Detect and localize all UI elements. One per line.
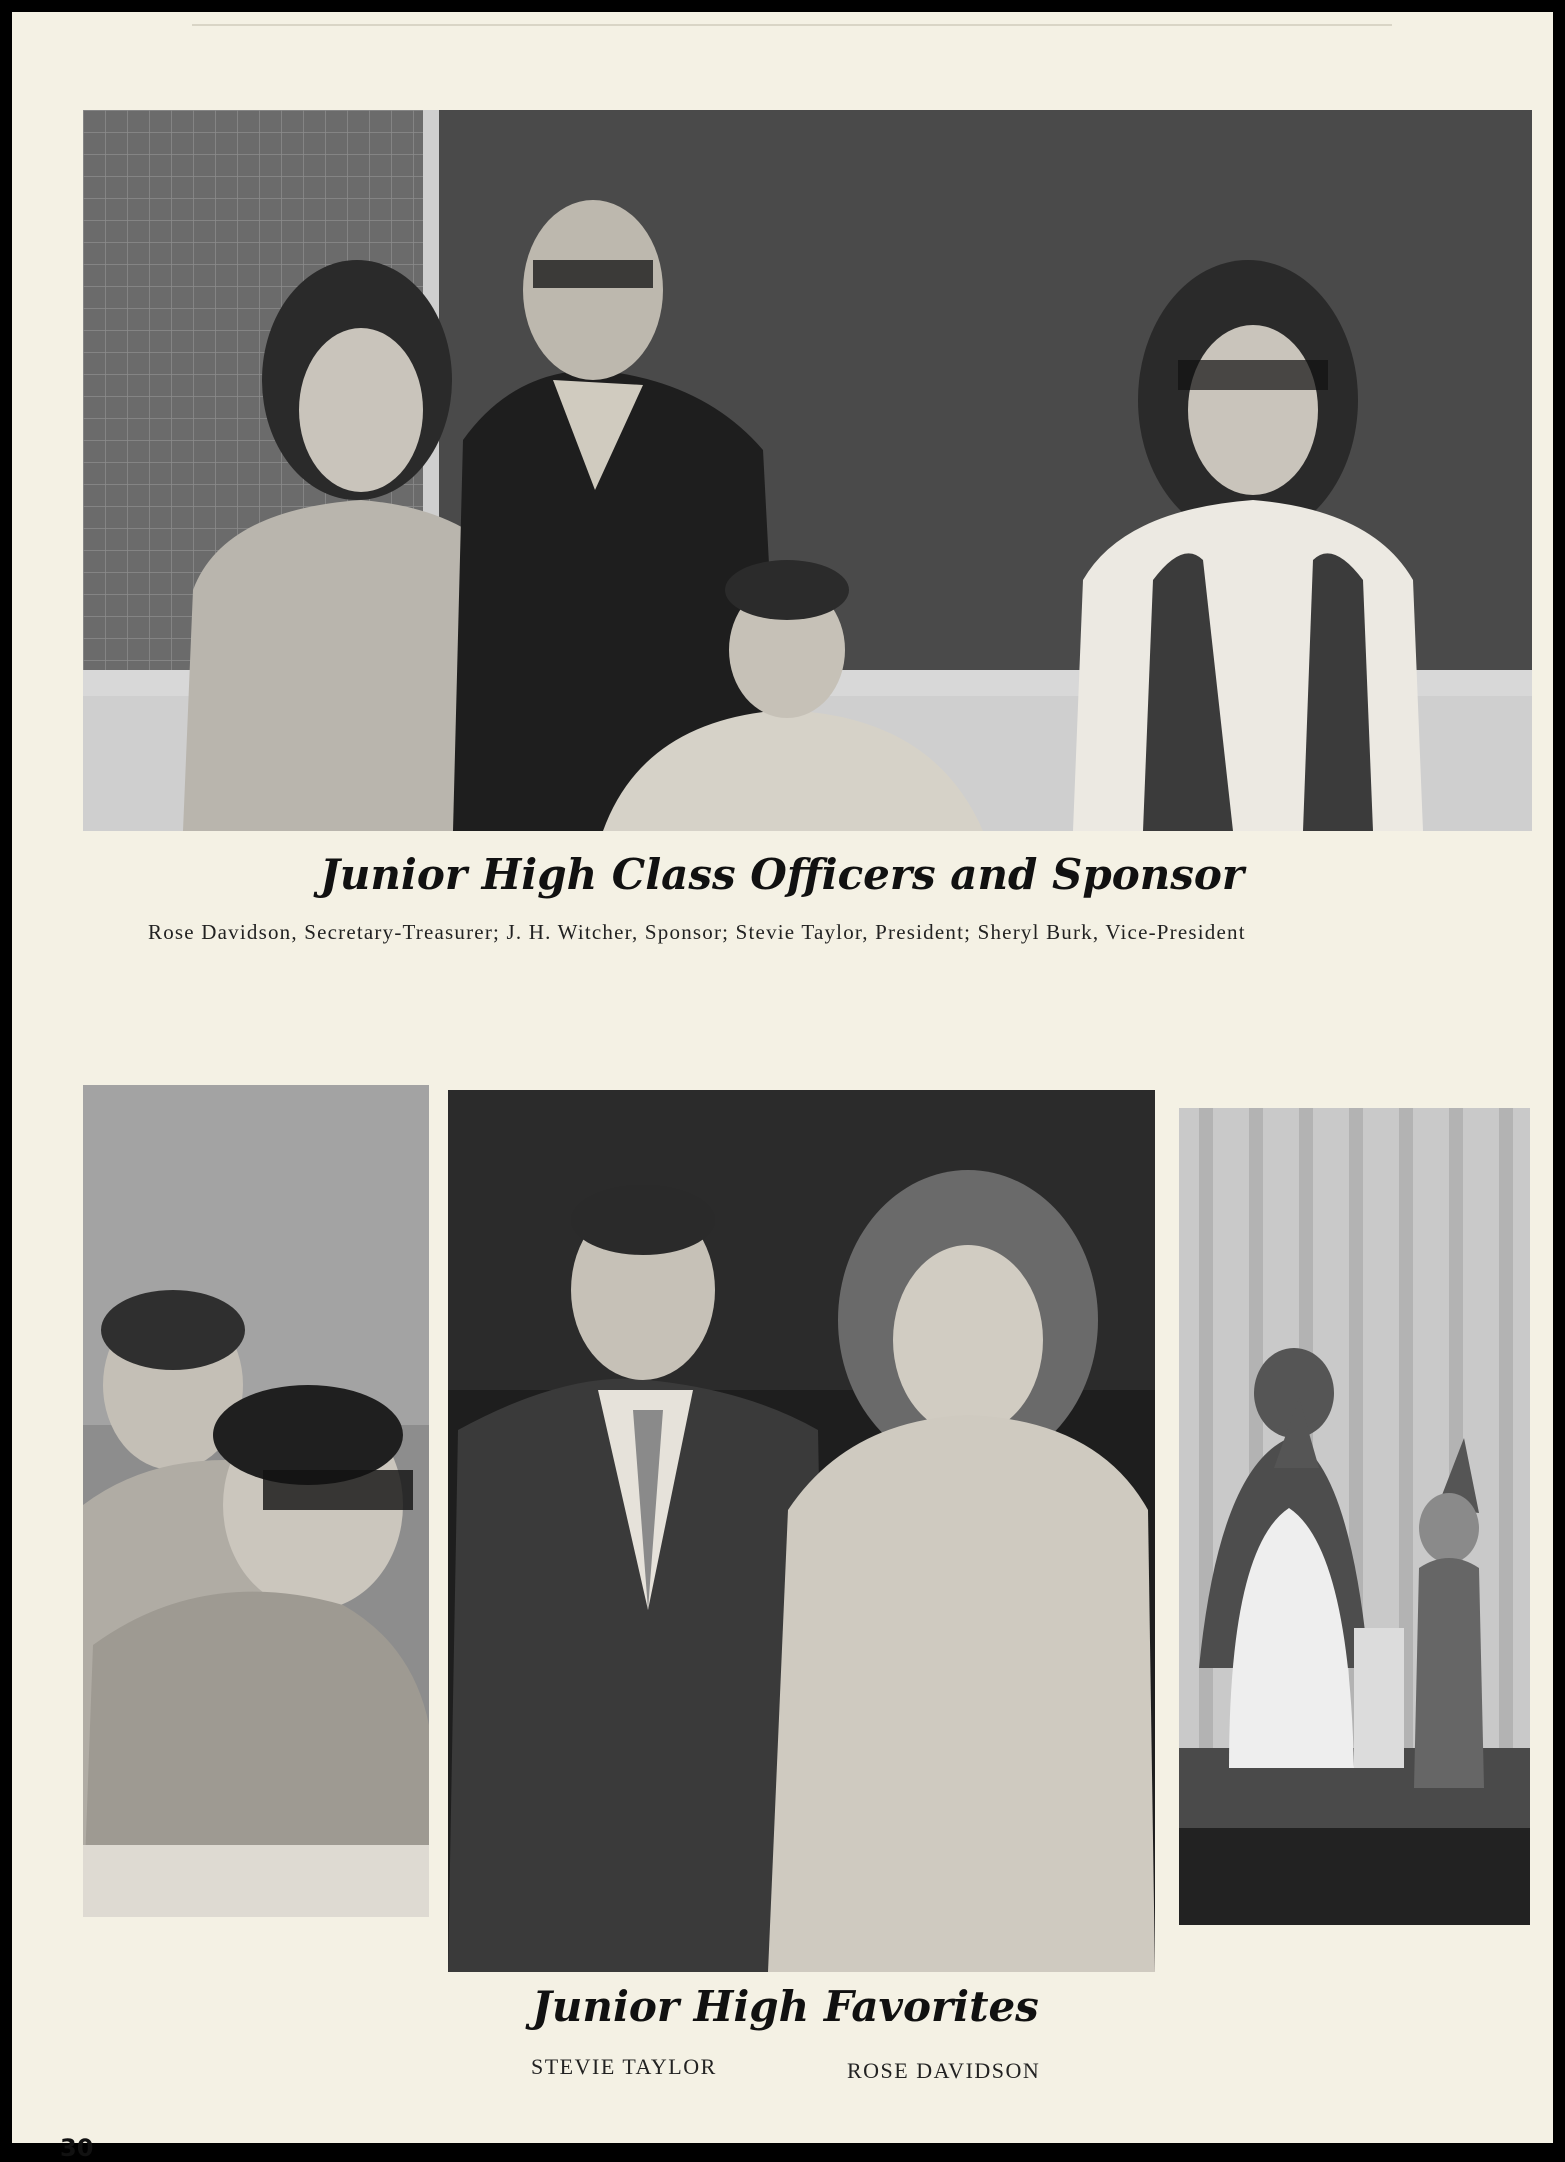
favorite-name-girl: ROSE DAVIDSON: [847, 2058, 1041, 2083]
favorite-name-boy: STEVIE TAYLOR: [531, 2054, 717, 2079]
stage-play-photo: [1179, 1108, 1530, 1925]
yearbook-page: [12, 12, 1553, 2162]
page-number: 30: [60, 2134, 94, 2162]
favorites-title: Junior High Favorites: [532, 1982, 1039, 2031]
class-officers-photo: [83, 110, 1532, 831]
officers-caption: Rose Davidson, Secretary-Treasurer; J. H. Witcher, Sponsor; Stevie Taylor, President; Sheryl Burk, Vice-President: [148, 920, 1246, 944]
top-rule: [192, 24, 1392, 26]
officers-title: Junior High Class Officers and Sponsor: [319, 850, 1245, 899]
students-photo-left: [83, 1085, 429, 1917]
favorites-photo: [448, 1090, 1155, 1972]
